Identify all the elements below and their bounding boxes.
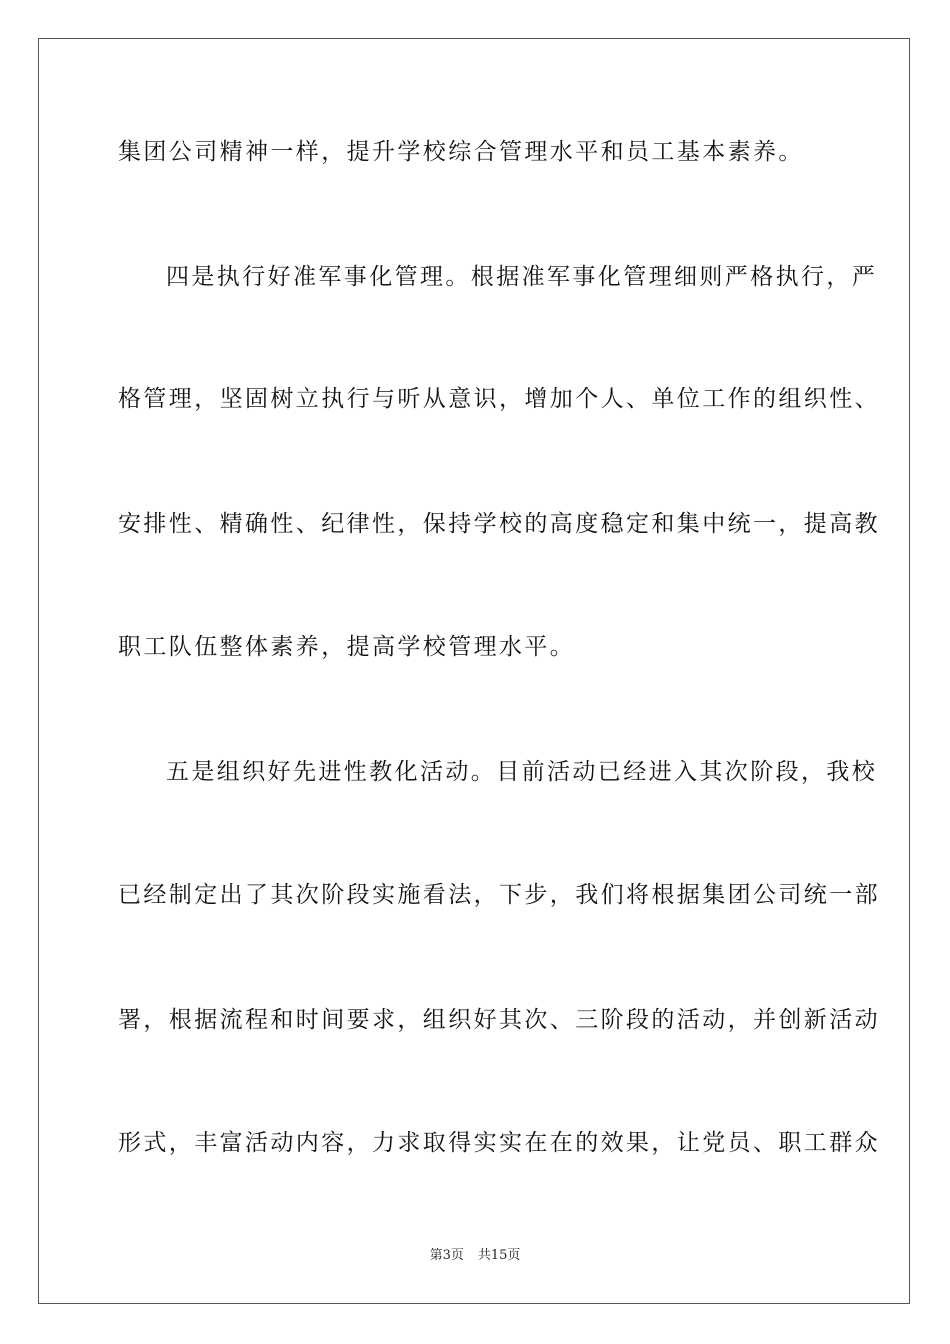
paragraph-line-1: 集团公司精神一样，提升学校综合管理水平和员工基本素养。 [118,139,804,165]
paragraph-line-6: 五是组织好先进性教化活动。目前活动已经进入其次阶段，我校 [166,759,878,785]
page-border [38,38,910,1304]
paragraph-line-9: 形式，丰富活动内容，力求取得实实在在的效果，让党员、职工群众 [118,1130,880,1156]
page-footer [0,1247,950,1265]
paragraph-line-7: 已经制定出了其次阶段实施看法，下步，我们将根据集团公司统一部 [118,882,880,908]
page-total: 共15页 [477,1248,521,1263]
paragraph-line-8: 署，根据流程和时间要求，组织好其次、三阶段的活动，并创新活动 [118,1007,880,1033]
page-number: 第3页 [429,1248,464,1263]
paragraph-line-2: 四是执行好准军事化管理。根据准军事化管理细则严格执行，严 [166,264,878,290]
paragraph-line-3: 格管理，坚固树立执行与听从意识，增加个人、单位工作的组织性、 [118,386,880,412]
paragraph-line-5: 职工队伍整体素养，提高学校管理水平。 [118,634,576,660]
paragraph-line-4: 安排性、精确性、纪律性，保持学校的高度稳定和集中统一，提高教 [118,511,880,537]
